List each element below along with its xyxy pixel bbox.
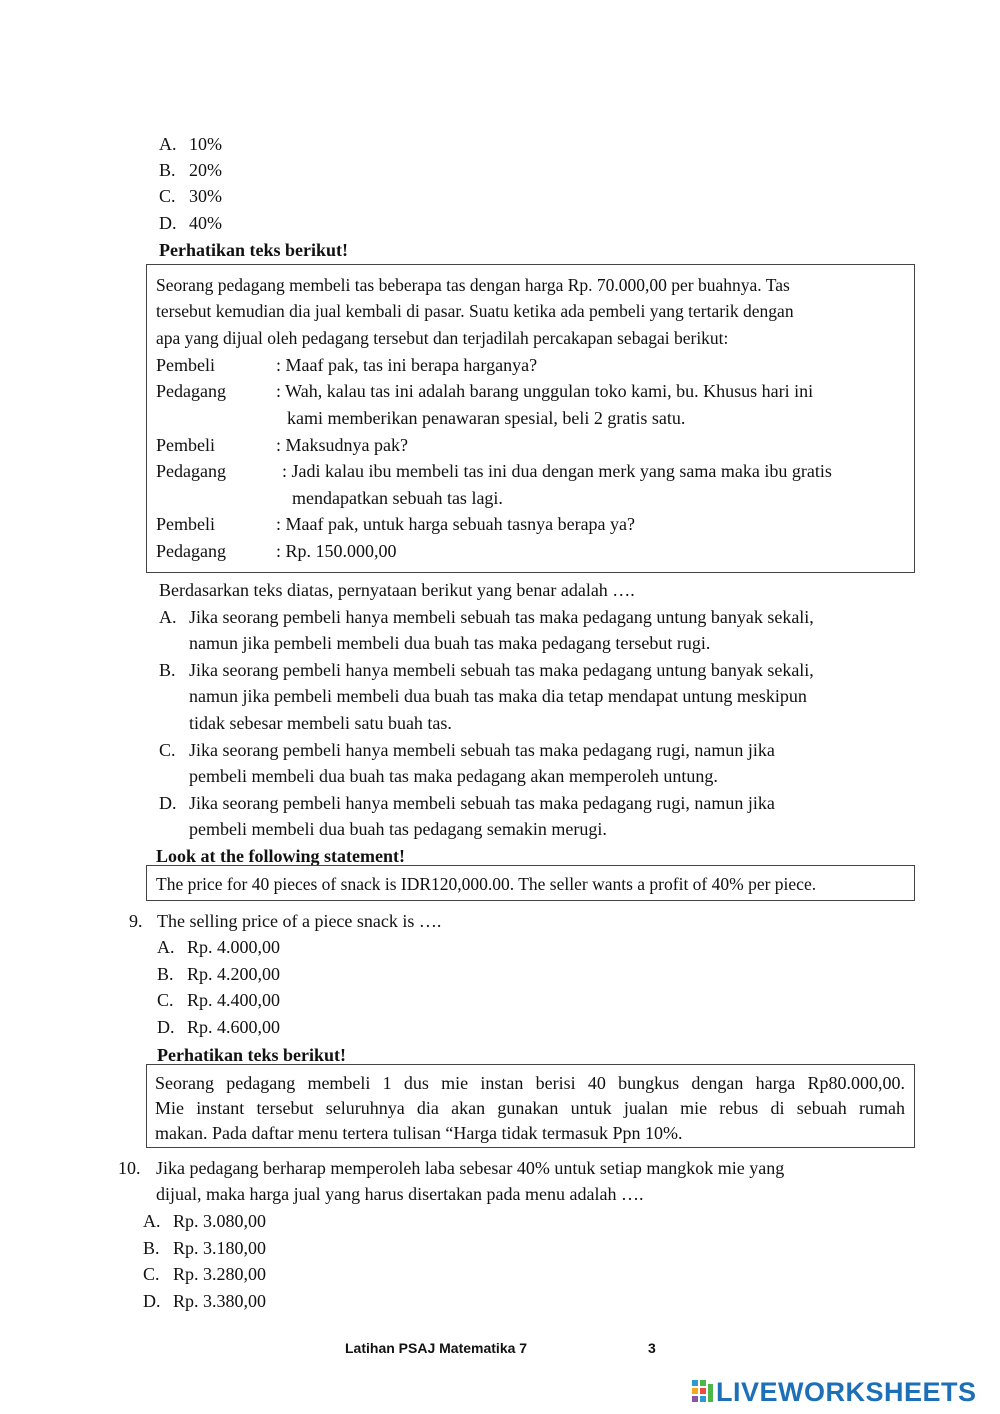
option-d: D. 40% [159,213,222,233]
logo-blocks-icon [692,1380,714,1406]
dialogue-line: Pembeli : Maksudnya pak? [156,432,408,458]
liveworksheets-logo [692,1377,992,1409]
speaker: Pedagang [156,461,226,481]
option-a: A. 10% [159,134,222,154]
q8-option-a-cont: namun jika pembeli membeli dua buah tas maka pedagang tersebut rugi. [189,633,711,653]
passage3-line: Mie instant tersebut seluruhnya dia akan gunakan untuk jualan mie rebus di sebuah rumah [155,1098,905,1118]
dialogue-line: Pedagang : Jadi kalau ibu membeli tas ini dua dengan merk yang sama maka ibu gratis [156,458,832,484]
q8-option-b: B. Jika seorang pembeli hanya membeli sebuah tas maka pedagang untung banyak sekali, [159,660,814,680]
dialogue-line: Pedagang : Wah, kalau tas ini adalah barang unggulan toko kami, bu. Khusus hari ini [156,378,813,404]
dialogue-continuation: mendapatkan sebuah tas lagi. [292,488,503,508]
q8-stem: Berdasarkan teks diatas, pernyataan berikut yang benar adalah …. [159,580,635,600]
q8-option-a: A. Jika seorang pembeli hanya membeli sebuah tas maka pedagang untung banyak sekali, [159,607,814,627]
q10-option-c: C. Rp. 3.280,00 [143,1264,267,1284]
q10-stem-cont: dijual, maka harga jual yang harus disertakan pada menu adalah …. [156,1184,644,1204]
q10-option-a: A. Rp. 3.080,00 [143,1211,267,1231]
passage1-intro-line: tersebut kemudian dia jual kembali di pasar. Suatu ketika ada pembeli yang tertarik dengan [156,301,794,321]
q8-option-c-cont: pembeli membeli dua buah tas maka pedagang akan memperoleh untung. [189,766,718,786]
option-b: B. 20% [159,160,222,180]
q9-option-a: A. Rp. 4.000,00 [157,937,281,957]
dialogue-continuation: kami memberikan penawaran spesial, beli 2 gratis satu. [287,408,686,428]
q9-stem: 9. The selling price of a piece snack is …. [129,911,442,931]
speaker: Pedagang [156,541,226,561]
speaker: Pedagang [156,381,226,401]
passage1-box [146,264,915,573]
passage3-heading: Perhatikan teks berikut! [157,1045,346,1065]
q8-option-b-cont: tidak sebesar membeli satu buah tas. [189,713,452,733]
q8-option-c: C. Jika seorang pembeli hanya membeli sebuah tas maka pedagang rugi, namun jika [159,740,775,760]
q9-option-d: D. Rp. 4.600,00 [157,1017,281,1037]
q10-option-b: B. Rp. 3.180,00 [143,1238,267,1258]
dialogue-line: Pembeli : Maaf pak, tas ini berapa harganya? [156,352,537,378]
passage3-box [146,1064,915,1148]
q8-option-d: D. Jika seorang pembeli hanya membeli sebuah tas maka pedagang rugi, namun jika [159,793,775,813]
passage2-text: The price for 40 pieces of snack is IDR120,000.00. The seller wants a profit of 40% per piece. [156,874,817,894]
q10-option-d: D. Rp. 3.380,00 [143,1291,267,1311]
passage1-intro-line: apa yang dijual oleh pedagang tersebut dan terjadilah percakapan sebagai berikut: [156,328,729,348]
passage2-heading: Look at the following statement! [156,846,405,866]
option-c: C. 30% [159,186,222,206]
q9-option-c: C. Rp. 4.400,00 [157,990,281,1010]
passage1-heading: Perhatikan teks berikut! [159,240,348,260]
q9-option-b: B. Rp. 4.200,00 [157,964,281,984]
logo-text: LIVEWORKSHEETS [716,1377,977,1407]
passage3-line: makan. Pada daftar menu tertera tulisan “Harga tidak termasuk Ppn 10%. [155,1123,683,1143]
dialogue-line: Pedagang : Rp. 150.000,00 [156,538,397,564]
passage2-box [146,865,915,901]
passage3-line: Seorang pedagang membeli 1 dus mie instan berisi 40 bungkus dengan harga Rp80.000,00. [155,1073,905,1093]
q8-option-d-cont: pembeli membeli dua buah tas pedagang semakin merugi. [189,819,607,839]
q10-stem: 10. Jika pedagang berharap memperoleh laba sebesar 40% untuk setiap mangkok mie yang [118,1158,785,1178]
footer-title: Latihan PSAJ Matematika 7 [345,1340,528,1356]
dialogue-line: Pembeli : Maaf pak, untuk harga sebuah tasnya berapa ya? [156,511,635,537]
speaker: Pembeli [156,514,215,534]
speaker: Pembeli [156,435,215,455]
passage1-intro-line: Seorang pedagang membeli tas beberapa tas dengan harga Rp. 70.000,00 per buahnya. Tas [156,275,790,295]
speaker: Pembeli [156,355,215,375]
page-number: 3 [648,1340,656,1356]
q8-option-b-cont: namun jika pembeli membeli dua buah tas maka dia tetap mendapat untung meskipun [189,686,807,706]
